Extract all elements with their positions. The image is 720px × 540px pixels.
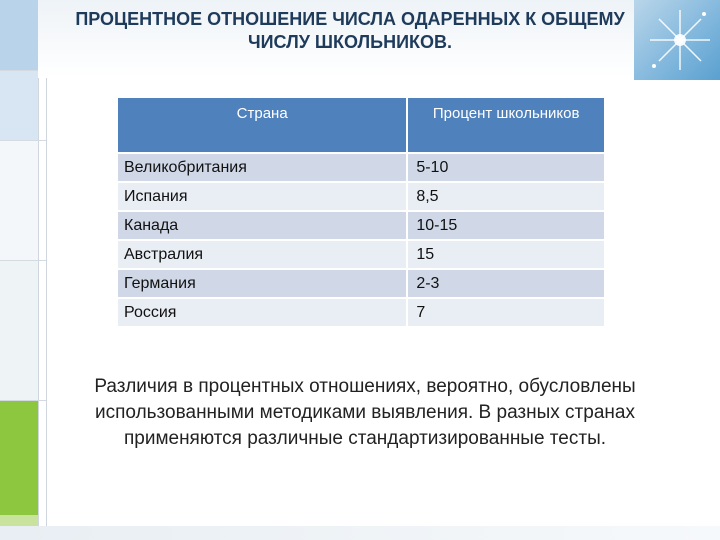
country-percent-table <box>118 96 604 328</box>
grid-line-horizontal <box>0 400 46 401</box>
table-row <box>118 212 604 239</box>
table-row <box>118 241 604 268</box>
strip-block-blue-top <box>0 0 38 70</box>
cell-country: Германия <box>118 270 406 297</box>
table-header-row <box>118 98 604 152</box>
grid-line-vertical <box>46 0 47 540</box>
strip-block-green <box>0 400 38 515</box>
cell-percent: 2-3 <box>406 270 604 297</box>
table-row <box>118 183 604 210</box>
header-country: Страна <box>118 98 406 152</box>
cell-country: Великобритания <box>118 154 406 181</box>
footer-band <box>0 526 720 540</box>
cell-percent: 5-10 <box>406 154 604 181</box>
cell-country: Россия <box>118 299 406 326</box>
cell-percent: 8,5 <box>406 183 604 210</box>
sparkle-icon <box>634 0 720 80</box>
header-corner-decoration <box>634 0 720 80</box>
strip-block-blue-light <box>0 70 38 140</box>
cell-percent: 7 <box>406 299 604 326</box>
cell-percent: 15 <box>406 241 604 268</box>
table-row <box>118 270 604 297</box>
strip-block-grey-2 <box>0 260 38 400</box>
grid-line-horizontal <box>0 260 46 261</box>
slide-title: ПРОЦЕНТНОЕ ОТНОШЕНИЕ ЧИСЛА ОДАРЕННЫХ К ОБЩЕМУ ЧИСЛУ ШКОЛЬНИКОВ. <box>75 9 625 52</box>
left-decoration-strip <box>0 0 38 540</box>
grid-line-horizontal <box>0 140 46 141</box>
table-row <box>118 154 604 181</box>
table-row <box>118 299 604 326</box>
header-percent: Процент школьников <box>406 98 604 152</box>
grid-line-vertical <box>38 0 39 540</box>
cell-country: Испания <box>118 183 406 210</box>
cell-country: Австралия <box>118 241 406 268</box>
cell-country: Канада <box>118 212 406 239</box>
cell-percent: 10-15 <box>406 212 604 239</box>
strip-block-grey <box>0 140 38 260</box>
explanation-note: Различия в процентных отношениях, вероятно, обусловлены использованными методиками выявления. В разных странах применяются различные стандартизированные тесты. <box>94 376 636 449</box>
